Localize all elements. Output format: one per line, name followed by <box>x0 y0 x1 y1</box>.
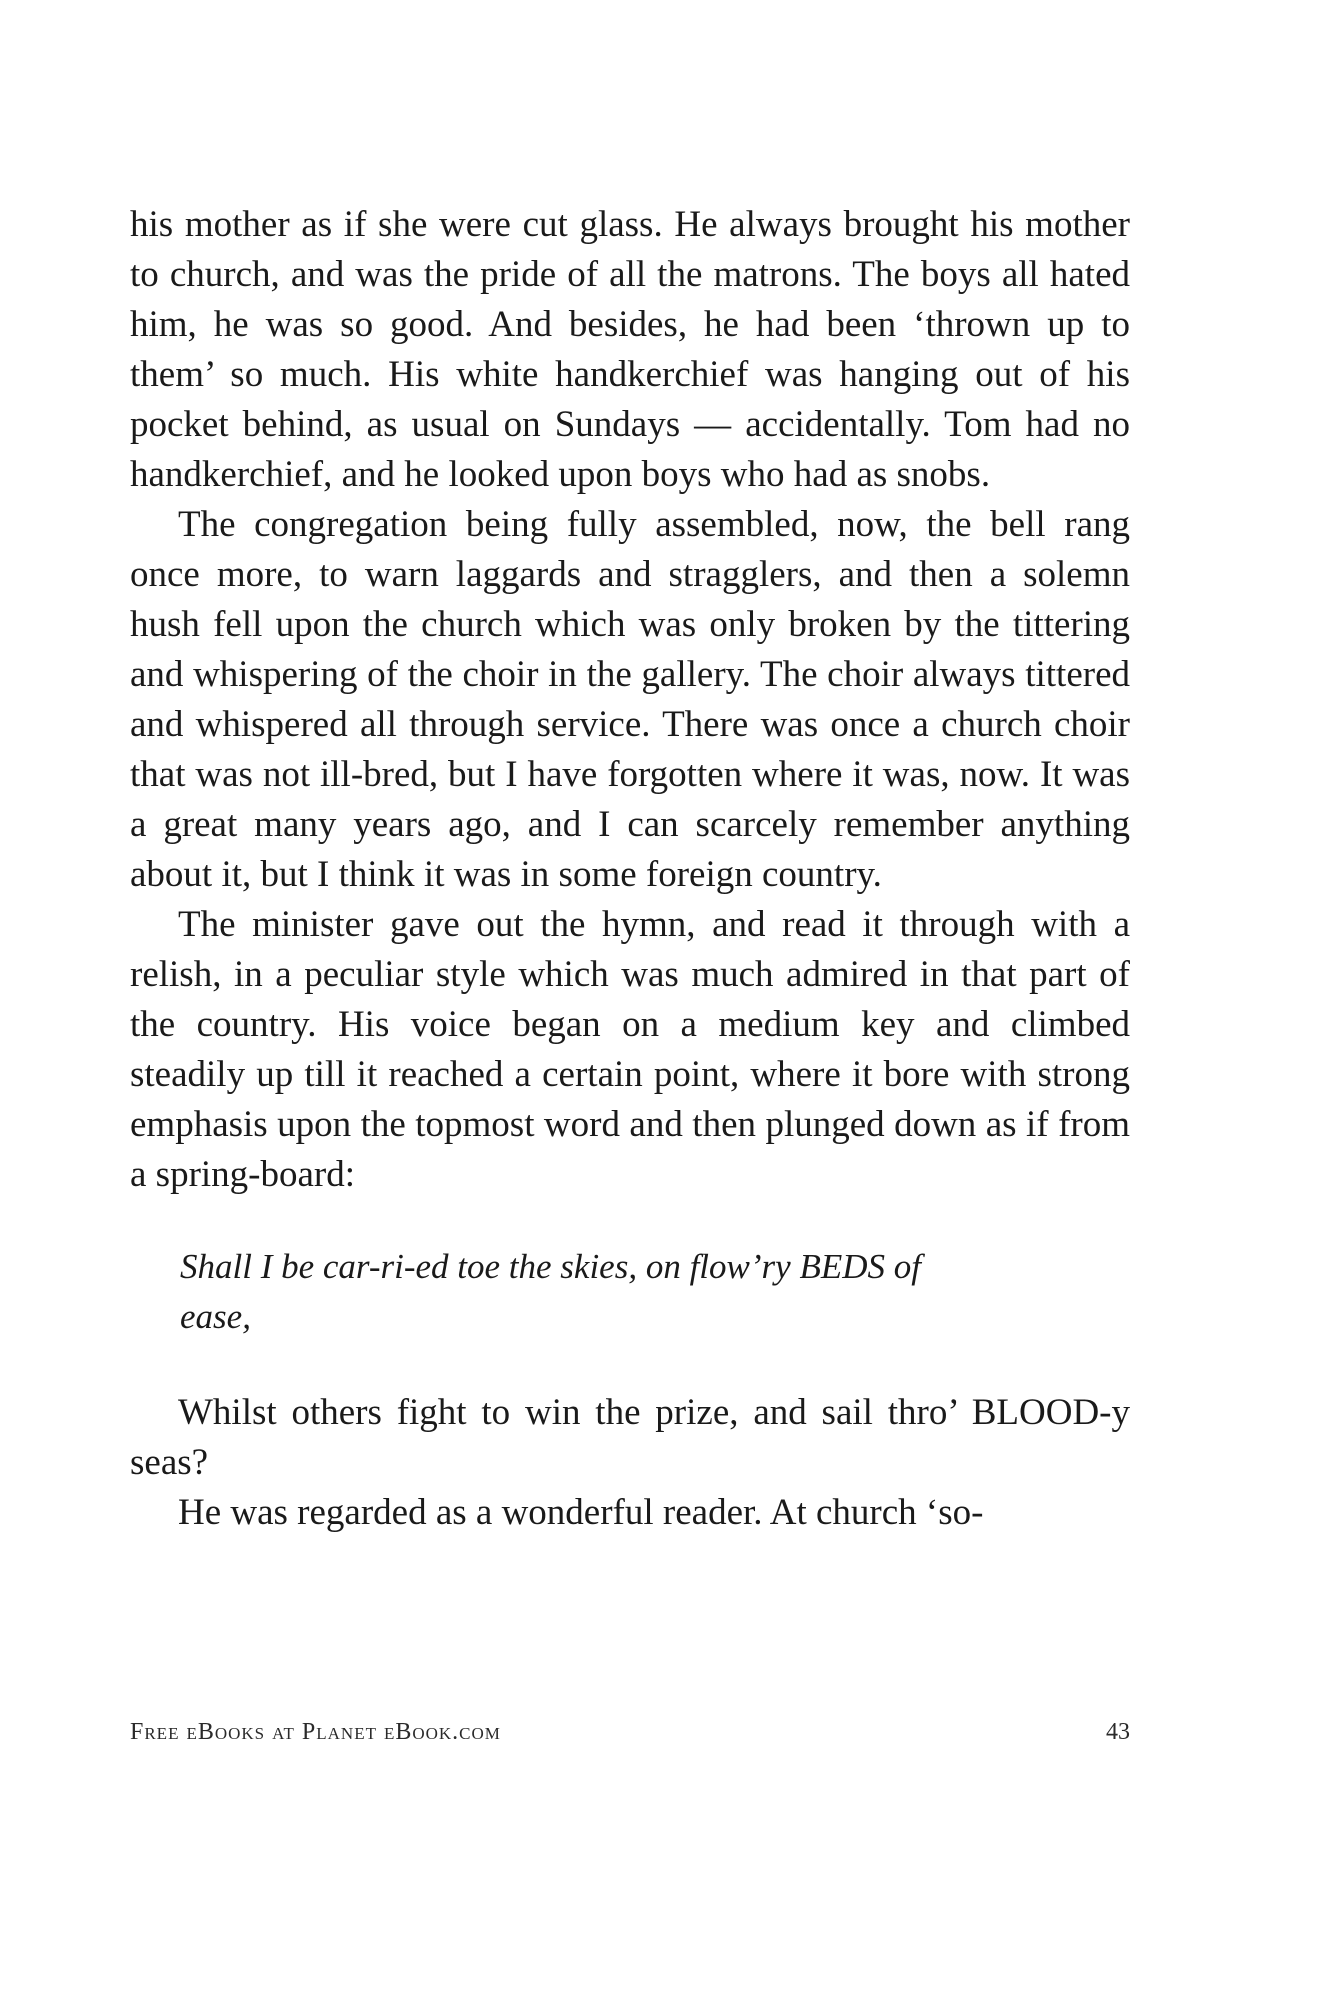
footer-source: Free eBooks at Planet eBook.com <box>130 1719 501 1745</box>
paragraph: his mother as if she were cut glass. He always brought his mother to church, and was the pride of all the matrons. The boys all hated him, he was so good. And besides, he had been ‘thrown up to them’ so much. His white handkerchief was hanging out of his pocket behind, as usual on Sundays — accidentally. Tom had no handkerchief, and he looked upon boys who had as snobs. <box>130 204 1130 495</box>
page-footer <box>130 1719 1130 1746</box>
page-number: 43 <box>1106 1719 1130 1745</box>
paragraph: The congregation being fully assembled, now, the bell rang once more, to warn laggards and stragglers, and then a solemn hush fell upon the church which was only broken by the tittering and whispering of the choir in the gallery. The choir always tittered and whispered all through service. There was once a church choir that was not ill-bred, but I have forgotten where it was, now. It was a great many years ago, and I can scarcely remember anything about it, but I think it was in some foreign country. <box>130 504 1130 895</box>
paragraph: He was regarded as a wonderful reader. At church ‘so- <box>178 1492 984 1533</box>
body-text <box>130 200 1130 1538</box>
hymn-verse: Shall I be car-ri-ed toe the skies, on flow’ry BEDS of ease, <box>180 1247 921 1336</box>
paragraph: The minister gave out the hymn, and read it through with a relish, in a peculiar style which was much admired in that part of the country. His voice began on a medium key and climbed steadily up till it reached a certain point, where it bore with strong emphasis upon the topmost word and then plunged down as if from a spring-board: <box>130 904 1130 1195</box>
paragraph: Whilst others fight to win the prize, and sail thro’ BLOOD-y seas? <box>130 1392 1130 1483</box>
